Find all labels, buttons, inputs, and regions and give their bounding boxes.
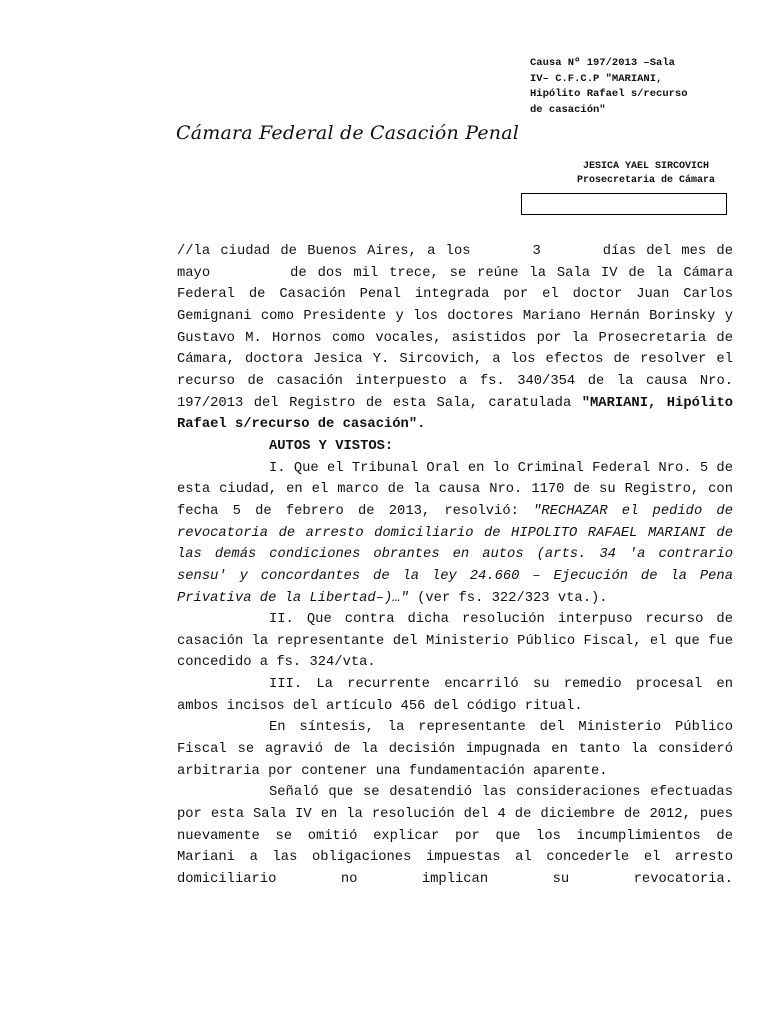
- month-value: mayo: [177, 265, 211, 281]
- opening-text-c: de dos mil trece, se reúne la Sala IV de la Cámara Federal de Casación Penal integrada por el doctor Juan Carlos Gemignani como Presidente y los doctores Mariano Hernán Borinsky y Gustavo M. Hornos como vocales, asistidos por la Prosecretaria de Cámara, doctora Jesica Y. Sircovich, a los efectos de resolver el recurso de casación interpuesto a fs. 340/354 de la causa Nro. 197/2013 del Registro de esta Sala, caratulada: [177, 265, 733, 411]
- resolution-body: [177, 241, 733, 891]
- signer-role: Prosecretaria de Cámara: [576, 175, 716, 186]
- paragraph-i: [177, 458, 733, 610]
- case-reference: Causa Nº 197/2013 –Sala IV– C.F.C.P "MARIANI, Hipólito Rafael s/recurso de casación": [530, 57, 688, 116]
- signature-stamp-box: [521, 193, 727, 215]
- signature-block: [560, 160, 732, 188]
- paragraph-i-tail: (ver fs. 322/323 vta.).: [408, 590, 608, 606]
- signer-name: JESICA YAEL SIRCOVICH: [582, 161, 710, 172]
- day-value: 3: [532, 244, 541, 259]
- opening-paragraph: [177, 241, 733, 436]
- court-title: Cámara Federal de Casación Penal: [176, 122, 520, 144]
- opening-text-a: //la ciudad de Buenos Aires, a los: [177, 244, 471, 259]
- opening-text-b: días del mes de: [602, 244, 733, 259]
- paragraph-senalo: Señaló que se desatendió las consideraciones efectuadas por esta Sala IV en la resolución del 4 de diciembre de 2012, pues nuevamente se omitió explicar por que los incumplimientos de Mariani a las obligaciones impuestas al concederle el arresto domiciliario no implican su revocatoria.: [177, 785, 733, 888]
- paragraph-i-text: I. Que el Tribunal Oral en lo Criminal Federal Nro. 5 de esta ciudad, en el marco de la causa Nro. 1170 de su Registro, con fecha 5 de febrero de 2013, resolvió:: [177, 460, 733, 519]
- case-caption: "MARIANI, Hipólito Rafael s/recurso de casación".: [177, 395, 734, 433]
- autos-heading: AUTOS Y VISTOS:: [269, 438, 394, 454]
- resolution-quote: "RECHAZAR el pedido de revocatoria de arresto domiciliario de HIPOLITO RAFAEL MARIANI de las demás condiciones obrantes en autos (arts. 34 'a contrario sensu' y concordantes de la ley 24.660 – Ejecución de la Pena Privativa de la Libertad–)…": [177, 503, 733, 606]
- paragraph-synthesis: En síntesis, la representante del Ministerio Público Fiscal se agravió de la decisión impugnada en tanto la consideró arbitraria por contener una fundamentación aparente.: [177, 720, 733, 779]
- paragraph-ii: II. Que contra dicha resolución interpuso recurso de casación la representante del Ministerio Público Fiscal, el que fue concedido a fs. 324/vta.: [177, 612, 733, 671]
- paragraph-iii: III. La recurrente encarriló su remedio procesal en ambos incisos del artículo 456 del código ritual.: [177, 677, 733, 714]
